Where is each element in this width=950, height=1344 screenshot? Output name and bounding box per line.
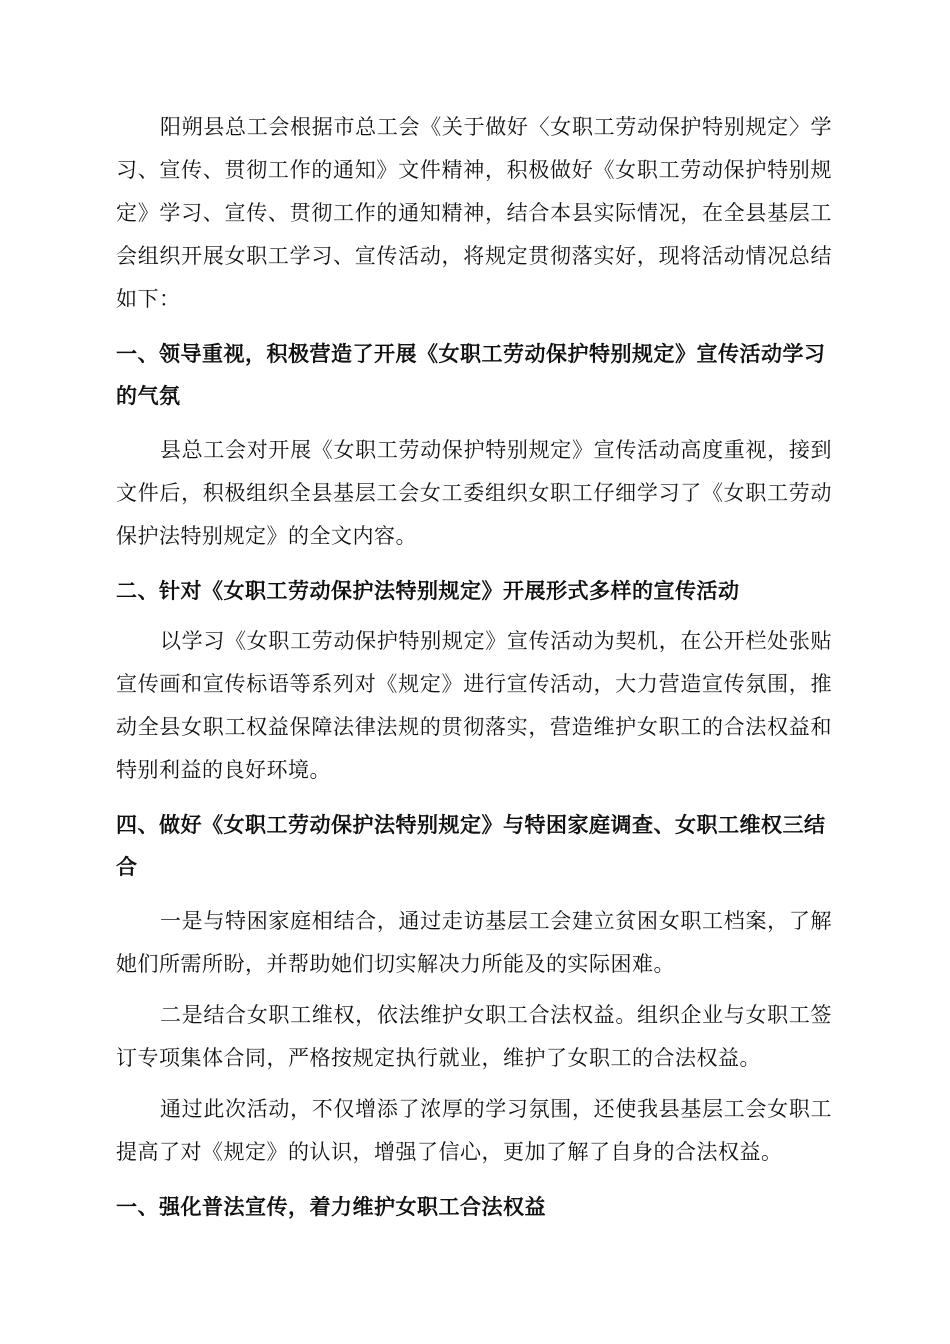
section-4-paragraph-2: 二是结合女职工维权，依法维护女职工合法权益。组织企业与女职工签订专项集体合同，严格按规定执行就业，维护了女职工的合法权益。 xyxy=(116,1003,832,1070)
section-heading-4: 四、做好《女职工劳动保护法特别规定》与特困家庭调查、女职工维权三结合 xyxy=(116,813,826,879)
document-body xyxy=(116,106,832,1228)
section-4-paragraph-1: 一是与特困家庭相结合，通过走访基层工会建立贫困女职工档案，了解她们所需所盼，并帮助她们切实解决力所能及的实际困难。 xyxy=(116,909,832,976)
summary-paragraph: 通过此次活动，不仅增添了浓厚的学习氛围，还使我县基层工会女职工提高了对《规定》的认识，增强了信心，更加了解了自身的合法权益。 xyxy=(116,1097,832,1164)
section-2-paragraph: 以学习《女职工劳动保护特别规定》宣传活动为契机，在公开栏处张贴宣传画和宣传标语等系列对《规定》进行宣传活动，大力营造宣传氛围，推动全县女职工权益保障法律法规的贯彻落实，营造维护女职工的合法权益和特别利益的良好环境。 xyxy=(116,629,832,782)
section-heading-2: 二、针对《女职工劳动保护法特别规定》开展形式多样的宣传活动 xyxy=(116,579,740,603)
section-heading-1: 一、领导重视，积极营造了开展《女职工劳动保护特别规定》宣传活动学习的气氛 xyxy=(116,342,826,408)
section-1-paragraph: 县总工会对开展《女职工劳动保护特别规定》宣传活动高度重视，接到文件后，积极组织全县基层工会女工委组织女职工仔细学习了《女职工劳动保护法特别规定》的全文内容。 xyxy=(116,438,832,548)
intro-paragraph: 阳朔县总工会根据市总工会《关于做好〈女职工劳动保护特别规定〉学习、宣传、贯彻工作的通知》文件精神，积极做好《女职工劳动保护特别规定》学习、宣传、贯彻工作的通知精神，结合本县实际情况，在全县基层工会组织开展女职工学习、宣传活动，将规定贯彻落实好，现将活动情况总结如下： xyxy=(116,115,832,311)
section-heading-next: 一、强化普法宣传，着力维护女职工合法权益 xyxy=(116,1195,546,1219)
